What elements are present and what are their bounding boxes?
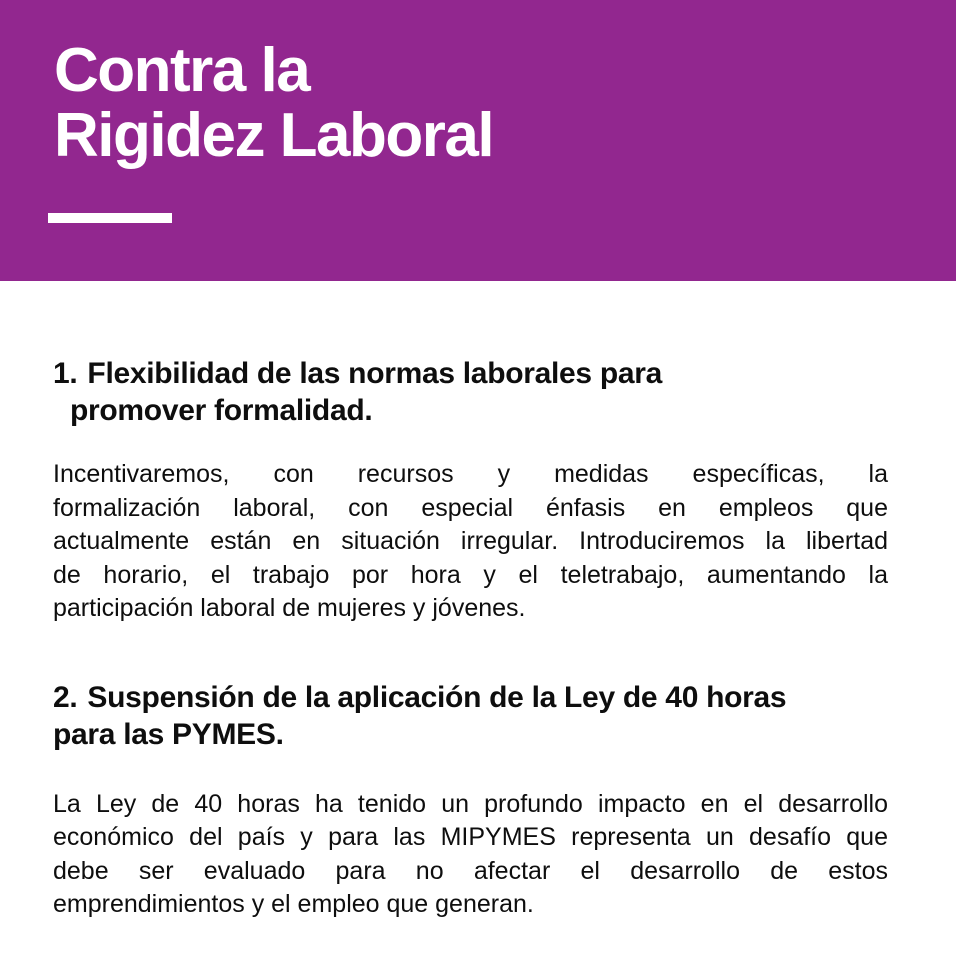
body-line: de horario, el trabajo por hora y el teletrabajo, aumentando la: [53, 560, 888, 589]
body-line: actualmente están en situación irregular. Introduciremos la libertad: [53, 527, 888, 555]
section-1-heading-text: Flexibilidad de las normas laborales para: [87, 357, 663, 390]
section-1-body: [53, 458, 888, 626]
content-area: [0, 281, 956, 922]
section-2-body: [53, 788, 888, 922]
body-line: La Ley de 40 horas ha tenido un profundo impacto en el desarrollo: [53, 789, 888, 818]
body-line: debe ser evaluado para no afectar el desarrollo de estos: [53, 856, 888, 885]
section-2-heading-line-1: [53, 679, 888, 716]
page-title-line-2: Rigidez Laboral: [54, 101, 494, 170]
section-1-heading-line-1: [53, 355, 888, 392]
body-line: económico del país y para las MIPYMES representa un desafío que: [53, 823, 888, 851]
section-2-number: 2.: [53, 680, 78, 714]
page-title-line-1: Contra la: [54, 36, 310, 105]
body-line: emprendimientos y el empleo que generan.: [53, 890, 534, 918]
section-2-heading: [53, 679, 888, 753]
section-1-number: 1.: [53, 357, 78, 390]
page-title: [54, 38, 956, 168]
section-2-heading-text: Suspensión de la aplicación de la Ley de 40 horas: [87, 680, 787, 714]
body-line: participación laboral de mujeres y jóvenes.: [53, 594, 526, 622]
section-1-heading: [53, 355, 888, 429]
body-line: Incentivaremos, con recursos y medidas específicas, la: [53, 460, 888, 488]
body-line: formalización laboral, con especial énfasis en empleos que: [53, 493, 888, 522]
section-1-heading-line-2: promover formalidad.: [70, 394, 373, 427]
header-banner: [0, 0, 956, 281]
title-underline-dash: [48, 213, 172, 223]
section-2-heading-line-2: para las PYMES.: [53, 717, 284, 751]
